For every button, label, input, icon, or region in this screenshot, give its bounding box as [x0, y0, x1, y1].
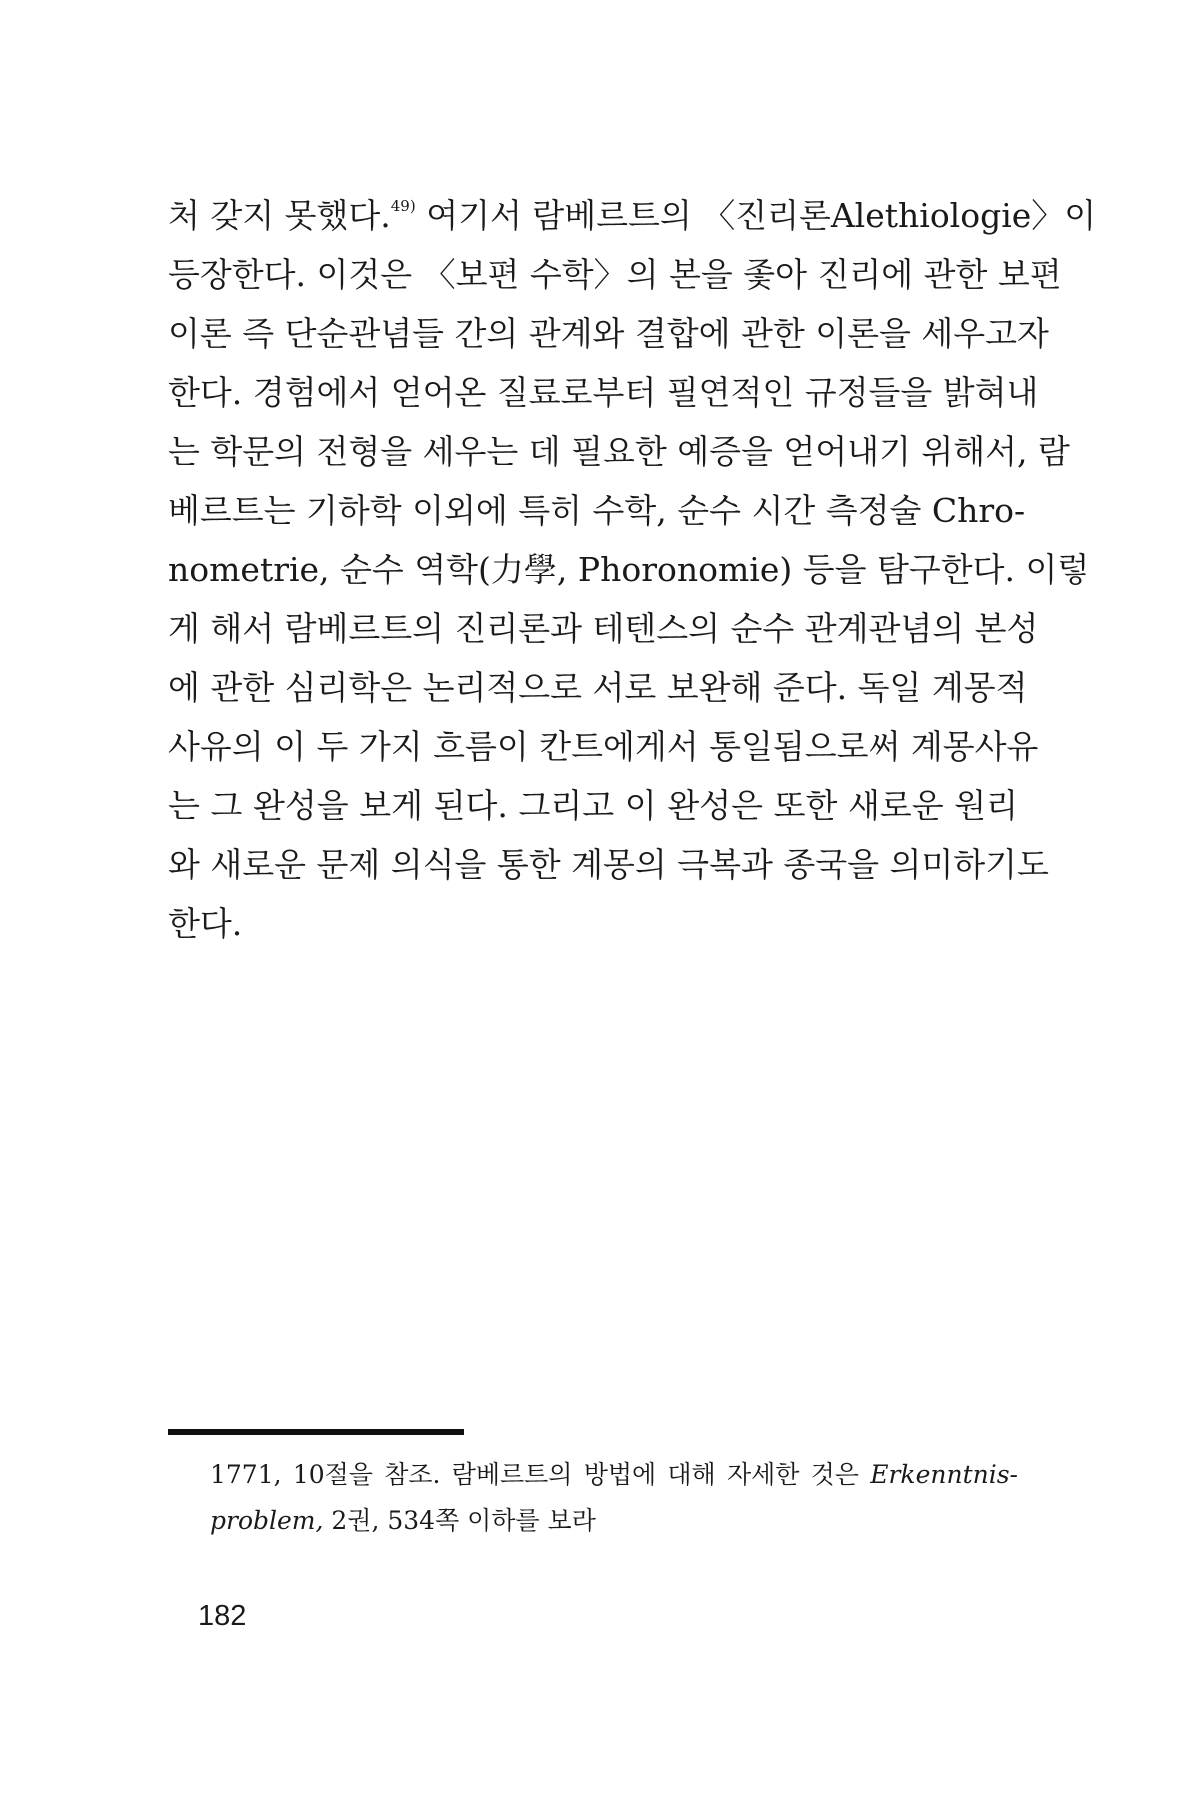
paragraph-line: 와 새로운 문제 의식을 통한 계몽의 극복과 종국을 의미하기도 — [168, 845, 1049, 884]
paragraph-line: nometrie, 순수 역학(力學, Phoronomie) 등을 탐구한다. 이렇 — [168, 550, 1090, 589]
footnote-line — [210, 1452, 1018, 1498]
footnote-reference: 49) — [390, 197, 416, 215]
paragraph-line: 게 해서 람베르트의 진리론과 테텐스의 순수 관계관념의 본성 — [168, 609, 1039, 648]
footnote-title: problem, — [210, 1506, 324, 1535]
footnote-text: 1771, 10절을 참조. 람베르트의 방법에 대해 자세한 것은 — [210, 1460, 871, 1489]
footnote-text: 2권, 534쪽 이하를 보라 — [323, 1506, 596, 1535]
paragraph-line — [168, 186, 1097, 245]
paragraph-line: 사유의 이 두 가지 흐름이 칸트에게서 통일됨으로써 계몽사유 — [168, 727, 1039, 766]
main-paragraph — [168, 186, 1097, 953]
paragraph-line: 베르트는 기하학 이외에 특히 수학, 순수 시간 측정술 Chro- — [168, 491, 1026, 530]
page-number: 182 — [198, 1600, 247, 1632]
line-text: 여기서 람베르트의 〈진리론Alethiologie〉이 — [415, 196, 1097, 235]
footnote — [210, 1452, 1018, 1544]
paragraph-line: 는 그 완성을 보게 된다. 그리고 이 완성은 또한 새로운 원리 — [168, 786, 1018, 825]
paragraph-line: 등장한다. 이것은 〈보편 수학〉의 본을 좇아 진리에 관한 보편 — [168, 255, 1062, 294]
paragraph-line: 한다. — [168, 904, 243, 943]
paragraph-line: 에 관한 심리학은 논리적으로 서로 보완해 준다. 독일 계몽적 — [168, 668, 1028, 707]
line-text: 처 갖지 못했다. — [168, 196, 391, 235]
footnote-divider — [168, 1429, 464, 1435]
footnote-line — [210, 1498, 1018, 1544]
paragraph-line: 는 학문의 전형을 세우는 데 필요한 예증을 얻어내기 위해서, 람 — [168, 432, 1070, 471]
footnote-title: Erkenntnis- — [870, 1460, 1018, 1489]
paragraph-line: 이론 즉 단순관념들 간의 관계와 결합에 관한 이론을 세우고자 — [168, 314, 1049, 353]
paragraph-line: 한다. 경험에서 얻어온 질료로부터 필연적인 규정들을 밝혀내 — [168, 373, 1039, 412]
